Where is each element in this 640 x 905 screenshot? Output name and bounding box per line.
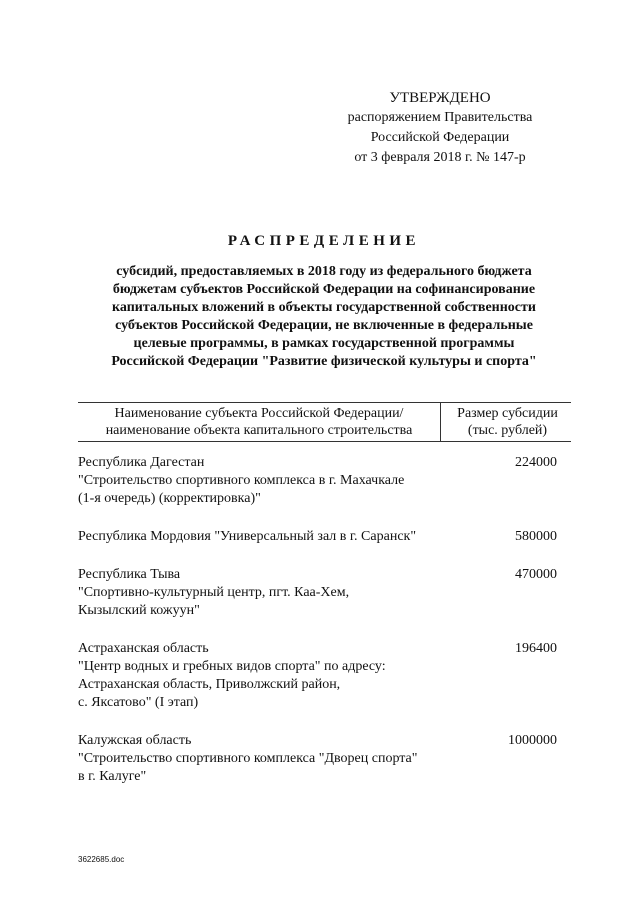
row-name <box>78 454 458 508</box>
row-amount: 580000 <box>515 529 557 544</box>
row-line: (1-я очередь) (корректировка)" <box>78 491 261 506</box>
row-name <box>78 640 458 712</box>
row-line: "Строительство спортивного комплекса в г. Махачкале <box>78 473 405 488</box>
row-amount: 224000 <box>515 455 557 470</box>
row-line: "Центр водных и гребных видов спорта" по адресу: <box>78 659 386 674</box>
column-header-line: (тыс. рублей) <box>467 423 548 438</box>
column-divider <box>440 403 441 441</box>
document-title: РАСПРЕДЕЛЕНИЕ <box>227 233 421 249</box>
row-name <box>78 528 458 546</box>
row-line: Республика Дагестан <box>78 455 205 470</box>
table-row <box>78 732 571 786</box>
table-body <box>78 454 571 806</box>
row-line: Калужская область <box>78 733 192 748</box>
row-line: в г. Калуге" <box>78 769 147 784</box>
approval-line: от 3 февраля 2018 г. № 147-р <box>354 150 526 165</box>
subtitle-line: субсидий, предоставляемых в 2018 году из федерального бюджета <box>116 264 532 279</box>
subtitle-line: субъектов Российской Федерации, не включенные в федеральные <box>115 318 533 333</box>
table-row <box>78 454 571 508</box>
row-line: Астраханская область <box>78 641 209 656</box>
row-name <box>78 566 458 620</box>
row-line: Кызылский кожуун" <box>78 603 200 618</box>
document-subtitle <box>70 263 578 371</box>
subtitle-line: целевые программы, в рамках государственной программы <box>133 336 515 351</box>
row-line: Республика Мордовия "Универсальный зал в г. Саранск" <box>78 529 417 544</box>
column-header-name <box>78 405 440 439</box>
approval-line: Российской Федерации <box>370 130 510 145</box>
table-row <box>78 566 571 620</box>
table-row <box>78 640 571 712</box>
approval-heading: УТВЕРЖДЕНО <box>389 90 491 106</box>
row-line: Республика Тыва <box>78 567 181 582</box>
subtitle-line: капитальных вложений в объекты государственной собственности <box>112 300 536 315</box>
row-amount: 470000 <box>515 567 557 582</box>
column-header-amount <box>444 405 571 439</box>
row-line: Астраханская область, Приволжский район, <box>78 677 341 692</box>
approval-line: распоряжением Правительства <box>347 110 533 125</box>
column-header-line: Размер субсидии <box>457 406 558 421</box>
file-reference: 3622685.doc <box>78 855 125 864</box>
row-name <box>78 732 458 786</box>
row-line: с. Яксатово" (I этап) <box>78 695 199 710</box>
row-amount: 196400 <box>515 641 557 656</box>
table-row <box>78 528 571 546</box>
subtitle-line: Российской Федерации "Развитие физической культуры и спорта" <box>111 354 537 369</box>
subtitle-line: бюджетам субъектов Российской Федерации на софинансирование <box>112 282 536 297</box>
row-line: "Строительство спортивного комплекса "Дворец спорта" <box>78 751 418 766</box>
column-header-line: наименование объекта капитального строительства <box>105 423 413 438</box>
row-line: "Спортивно-культурный центр, пгт. Каа-Хем, <box>78 585 350 600</box>
column-header-line: Наименование субъекта Российской Федерации/ <box>114 406 404 421</box>
approval-block <box>330 88 550 168</box>
table-header <box>78 402 571 442</box>
row-amount: 1000000 <box>508 733 557 748</box>
